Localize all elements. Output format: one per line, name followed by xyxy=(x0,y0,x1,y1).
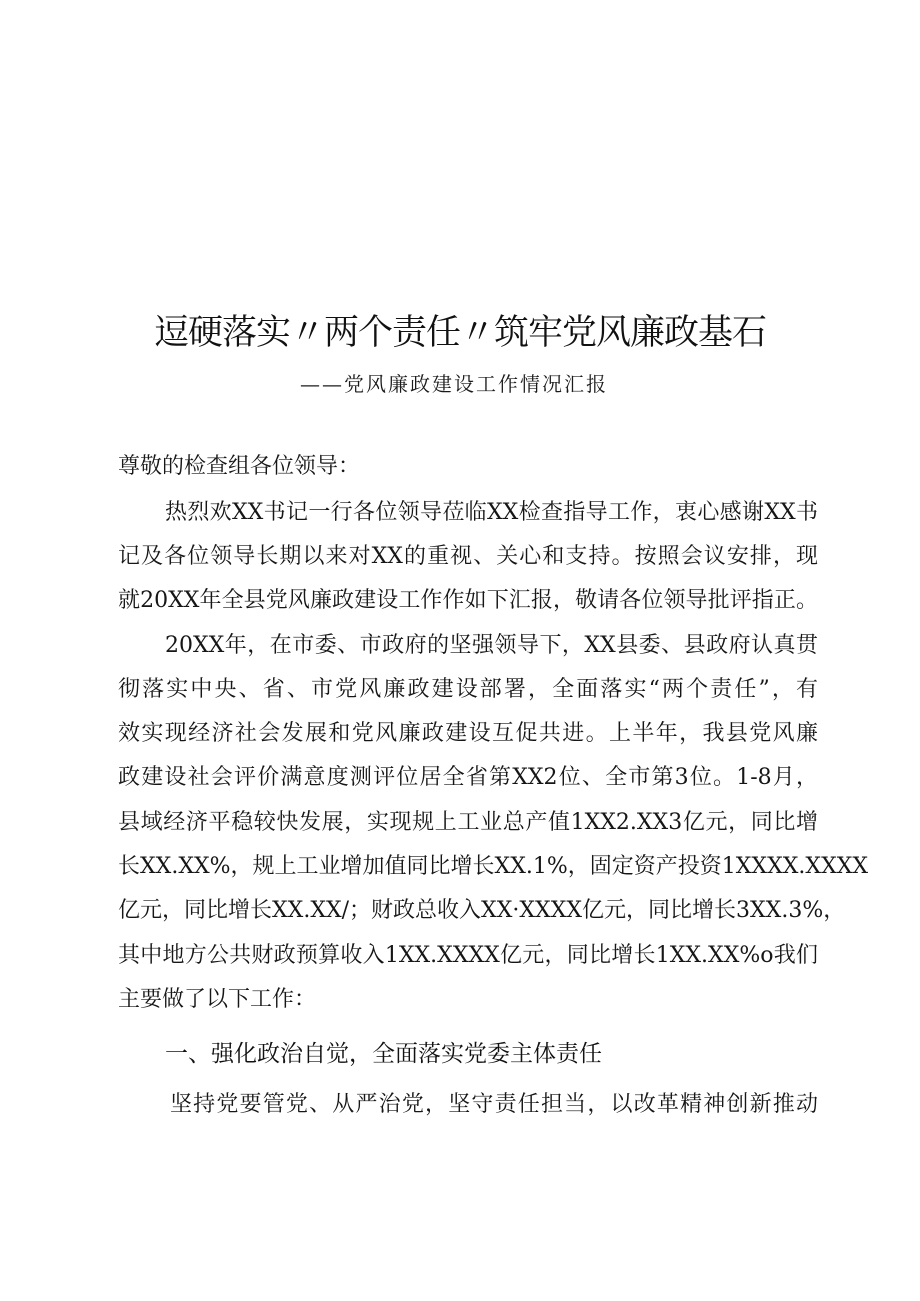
paragraph-line: 政建设社会评价满意度测评位居全省第XX2位、全市第3位。1-8月， xyxy=(118,765,818,790)
paragraph-line: 县域经济平稳较快发展，实现规上工业总产值1XX2.XX3亿元，同比增 xyxy=(118,810,818,835)
paragraph-line: 其中地方公共财政预算收入1XX.XXXX亿元，同比增长1XX.XX%o我们 xyxy=(118,943,818,968)
document-title: 逗硬落实〃两个责任〃筑牢党风廉政基石 xyxy=(153,313,766,353)
paragraph-line: 亿元，同比增长XX.XX/；财政总收入XX·XXXX亿元，同比增长3XX.3%， xyxy=(118,898,846,923)
paragraph-line: 彻落实中央、省、市党风廉政建设部署，全面落实“两个责任”，有 xyxy=(118,677,818,702)
paragraph-line: 就20XX年全县党风廉政建设工作作如下汇报，敬请各位领导批评指正。 xyxy=(118,588,818,613)
salutation: 尊敬的检查组各位领导： xyxy=(118,454,361,479)
paragraph-line: 长XX.XX%，规上工业增加值同比增长XX.1%，固定资产投资1XXXX.XXXX xyxy=(118,854,869,879)
paragraph-line: 记及各位领导长期以来对XX的重视、关心和支持。按照会议安排，现 xyxy=(118,544,818,569)
paragraph-line: 主要做了以下工作： xyxy=(118,987,317,1012)
paragraph-line: 坚持党要管党、从严治党，坚守责任担当，以改革精神创新推动 xyxy=(170,1092,818,1117)
paragraph-line: 20XX年，在市委、市政府的坚强领导下，XX县委、县政府认真贯 xyxy=(165,633,818,658)
section-heading: 一、强化政治自觉，全面落实党委主体责任 xyxy=(165,1041,602,1067)
document-subtitle: ——党风廉政建设工作情况汇报 xyxy=(300,372,608,396)
paragraph-line: 热烈欢XX书记一行各位领导莅临XX检查指导工作，衷心感谢XX书 xyxy=(165,500,818,525)
paragraph-line: 效实现经济社会发展和党风廉政建设互促共进。上半年，我县党风廉 xyxy=(118,721,818,746)
